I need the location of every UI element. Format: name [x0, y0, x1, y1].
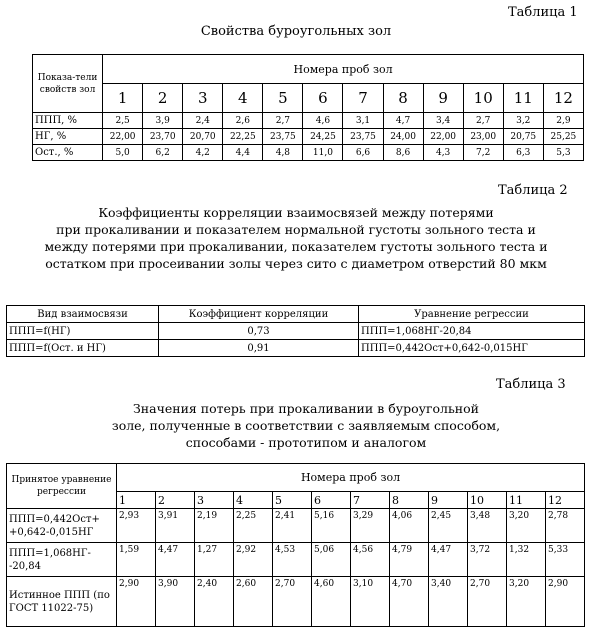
cell: 24,25 — [303, 129, 343, 145]
table1 — [32, 54, 584, 161]
table-row — [33, 129, 584, 145]
table3-caption — [20, 400, 592, 451]
row-header: Истинное ППП (по ГОСТ 11022-75) — [7, 577, 117, 627]
table2-caption — [10, 204, 582, 272]
cell: 4,79 — [390, 543, 429, 577]
caption-line: Значения потерь при прокаливании в буроугольной — [133, 401, 479, 416]
cell: 22,25 — [223, 129, 263, 145]
table1-sample: 7 — [343, 84, 383, 113]
cell: 2,41 — [273, 509, 312, 543]
table1-sample: 3 — [183, 84, 223, 113]
table3 — [6, 463, 585, 627]
cell: 3,2 — [503, 113, 543, 129]
cell: 0,91 — [159, 340, 359, 357]
table3-sample: 2 — [156, 492, 195, 509]
table3-sample: 1 — [117, 492, 156, 509]
cell: 2,45 — [429, 509, 468, 543]
cell: 3,1 — [343, 113, 383, 129]
cell: ППП=f(НГ) — [7, 323, 159, 340]
table1-sample: 1 — [103, 84, 143, 113]
table2 — [6, 305, 585, 357]
cell: 4,70 — [390, 577, 429, 627]
table-row — [7, 543, 585, 577]
cell: 2,7 — [463, 113, 503, 129]
cell: 4,6 — [303, 113, 343, 129]
cell: 4,2 — [183, 145, 223, 161]
row-header: НГ, % — [33, 129, 103, 145]
table-row — [7, 577, 585, 627]
cell: 4,47 — [156, 543, 195, 577]
table3-sample: 11 — [507, 492, 546, 509]
table-row — [7, 323, 585, 340]
cell: 8,6 — [383, 145, 423, 161]
cell: 2,90 — [117, 577, 156, 627]
cell: 6,6 — [343, 145, 383, 161]
table-row — [33, 113, 584, 129]
table3-label: Таблица 3 — [496, 377, 566, 392]
table1-sample: 8 — [383, 84, 423, 113]
cell: 2,70 — [468, 577, 507, 627]
table1-sample: 2 — [143, 84, 183, 113]
table1-label: Таблица 1 — [508, 5, 578, 20]
cell: 5,0 — [103, 145, 143, 161]
table2-label: Таблица 2 — [498, 183, 568, 198]
cell: 2,9 — [543, 113, 583, 129]
table3-sample: 8 — [390, 492, 429, 509]
cell: 3,90 — [156, 577, 195, 627]
cell: 24,00 — [383, 129, 423, 145]
cell: 2,4 — [183, 113, 223, 129]
cell: ППП=f(Ост. и НГ) — [7, 340, 159, 357]
cell: 23,75 — [343, 129, 383, 145]
cell: 2,5 — [103, 113, 143, 129]
table1-sample: 9 — [423, 84, 463, 113]
column-header: Вид взаимосвязи — [7, 306, 159, 323]
cell: 23,75 — [263, 129, 303, 145]
table1-sample: 5 — [263, 84, 303, 113]
cell: 23,00 — [463, 129, 503, 145]
cell: 6,3 — [503, 145, 543, 161]
row-header: Ост., % — [33, 145, 103, 161]
cell: 4,4 — [223, 145, 263, 161]
table1-sample: 12 — [543, 84, 583, 113]
table3-sample: 10 — [468, 492, 507, 509]
cell: 4,7 — [383, 113, 423, 129]
cell: 20,75 — [503, 129, 543, 145]
table1-group-header: Номера проб зол — [103, 55, 584, 84]
table3-sample: 4 — [234, 492, 273, 509]
cell: ППП=1,068НГ-20,84 — [359, 323, 585, 340]
table3-sample: 7 — [351, 492, 390, 509]
row-header: ППП=1,068НГ- -20,84 — [7, 543, 117, 577]
caption-line: при прокаливании и показателем нормальной густоты зольного теста и — [56, 222, 536, 237]
cell: 4,47 — [429, 543, 468, 577]
cell: 3,91 — [156, 509, 195, 543]
cell: 4,3 — [423, 145, 463, 161]
cell: 5,16 — [312, 509, 351, 543]
cell: 25,25 — [543, 129, 583, 145]
cell: 11,0 — [303, 145, 343, 161]
column-header: Уравнение регрессии — [359, 306, 585, 323]
table1-sample: 10 — [463, 84, 503, 113]
cell: 4,8 — [263, 145, 303, 161]
cell: 3,4 — [423, 113, 463, 129]
cell: 2,19 — [195, 509, 234, 543]
column-header: Коэффициент корреляции — [159, 306, 359, 323]
cell: 3,72 — [468, 543, 507, 577]
cell: 2,60 — [234, 577, 273, 627]
cell: 2,90 — [546, 577, 585, 627]
table-row — [33, 145, 584, 161]
cell: 4,53 — [273, 543, 312, 577]
cell: 5,06 — [312, 543, 351, 577]
cell: 2,7 — [263, 113, 303, 129]
table3-sample: 6 — [312, 492, 351, 509]
table3-sample: 3 — [195, 492, 234, 509]
caption-line: золе, полученные в соответствии с заявляемым способом, — [111, 418, 501, 433]
cell: 3,29 — [351, 509, 390, 543]
cell: 20,70 — [183, 129, 223, 145]
table1-title: Свойства буроугольных зол — [200, 24, 392, 39]
caption-line: Коэффициенты корреляции взаимосвязей между потерями — [98, 205, 494, 220]
row-header: ППП=0,442Ост+ +0,642-0,015НГ — [7, 509, 117, 543]
cell: 2,70 — [273, 577, 312, 627]
cell: 1,27 — [195, 543, 234, 577]
cell: 2,93 — [117, 509, 156, 543]
cell: ППП=0,442Ост+0,642-0,015НГ — [359, 340, 585, 357]
cell: 22,00 — [423, 129, 463, 145]
caption-line: остатком при просеивании золы через сито с диаметром отверстий 80 мкм — [45, 256, 547, 271]
table3-corner: Принятое уравнение регрессии — [7, 464, 117, 509]
cell: 7,2 — [463, 145, 503, 161]
table1-sample: 6 — [303, 84, 343, 113]
cell: 2,92 — [234, 543, 273, 577]
cell: 4,56 — [351, 543, 390, 577]
cell: 4,06 — [390, 509, 429, 543]
cell: 23,70 — [143, 129, 183, 145]
cell: 2,25 — [234, 509, 273, 543]
cell: 3,48 — [468, 509, 507, 543]
caption-line: между потерями при прокаливании, показателем густоты зольного теста и — [44, 239, 548, 254]
cell: 22,00 — [103, 129, 143, 145]
table3-group-header: Номера проб зол — [117, 464, 585, 492]
table-row — [7, 509, 585, 543]
table3-sample: 9 — [429, 492, 468, 509]
table1-corner: Показа-тели свойств зол — [33, 55, 103, 113]
table3-sample: 5 — [273, 492, 312, 509]
caption-line: способами - прототипом и аналогом — [185, 435, 427, 450]
cell: 5,3 — [543, 145, 583, 161]
cell: 2,6 — [223, 113, 263, 129]
table1-sample: 4 — [223, 84, 263, 113]
cell: 3,20 — [507, 577, 546, 627]
cell: 4,60 — [312, 577, 351, 627]
table1-sample: 11 — [503, 84, 543, 113]
cell: 3,10 — [351, 577, 390, 627]
cell: 2,40 — [195, 577, 234, 627]
cell: 1,59 — [117, 543, 156, 577]
cell: 1,32 — [507, 543, 546, 577]
cell: 3,40 — [429, 577, 468, 627]
table3-sample: 12 — [546, 492, 585, 509]
cell: 2,78 — [546, 509, 585, 543]
row-header: ППП, % — [33, 113, 103, 129]
cell: 5,33 — [546, 543, 585, 577]
cell: 3,9 — [143, 113, 183, 129]
cell: 3,20 — [507, 509, 546, 543]
table-row — [7, 340, 585, 357]
cell: 0,73 — [159, 323, 359, 340]
cell: 6,2 — [143, 145, 183, 161]
